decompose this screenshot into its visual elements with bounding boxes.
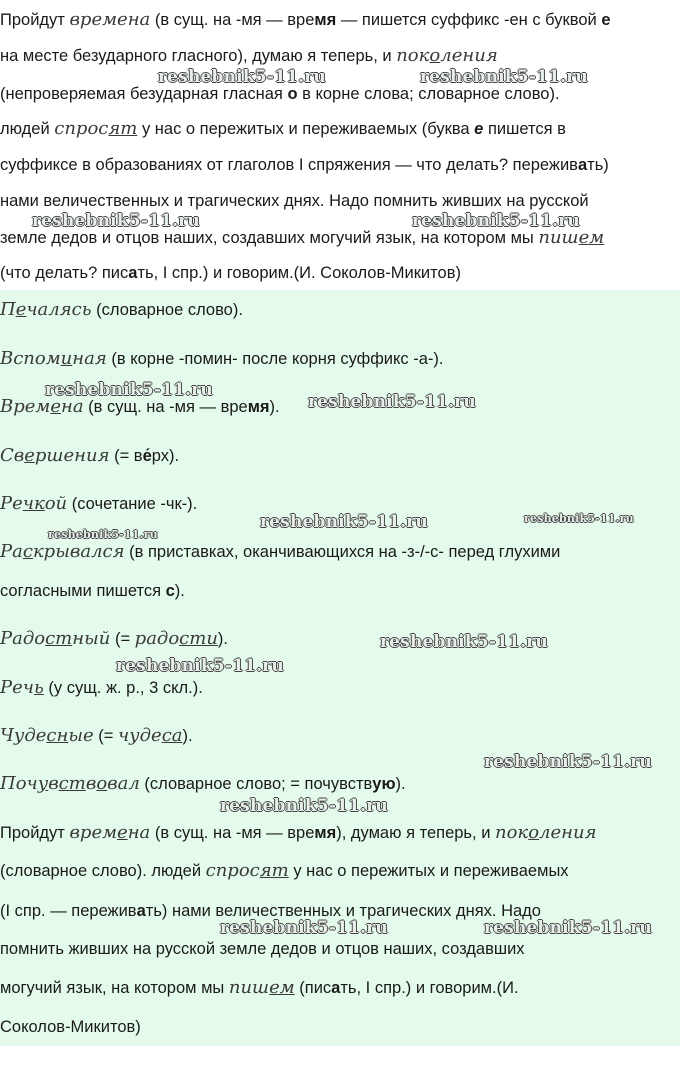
item-pochuvstvoval: Почувствовал (словарное слово; = почувствую). [0,773,406,794]
intro-line-5: суффиксе в образованиях от глаголов I спряжения — что делать? переживать) [0,156,609,174]
watermark: reshebnik5-11.ru [32,211,200,231]
intro-line-1: Пройдут времена (в сущ. на -мя — время — пишется суффикс -ен с буквой е [0,9,611,30]
watermark: reshebnik5-11.ru [380,632,548,652]
final-line-3: (I спр. — переживать) нами величественных и трагических днях. Надо [0,902,541,920]
watermark: reshebnik5-11.ru [48,528,158,541]
intro-line-7: земле дедов и отцов наших, создавших могучий язык, на котором мы пишем [0,227,605,248]
watermark: reshebnik5-11.ru [220,796,388,816]
item-raskryvalsya-cont: согласными пишется с). [0,582,185,600]
final-line-4: помнить живших на русской земле дедов и отцов наших, создавших [0,940,525,958]
intro-line-8: (что делать? писать, I спр.) и говорим.(И. Соколов-Микитов) [0,264,461,282]
watermark: reshebnik5-11.ru [220,918,388,938]
watermark: reshebnik5-11.ru [158,67,326,87]
item-rechkoy: Речкой (сочетание -чк-). [0,493,198,514]
watermark: reshebnik5-11.ru [420,67,588,87]
watermark: reshebnik5-11.ru [116,656,284,676]
intro-line-3: (непроверяемая безударная гласная о в корне слова; словарное слово). [0,85,560,103]
item-rech: Речь (у сущ. ж. р., 3 скл.). [0,677,203,698]
watermark: reshebnik5-11.ru [45,380,213,400]
watermark: reshebnik5-11.ru [260,512,428,532]
intro-line-2: на месте безударного гласного), думаю я теперь, и поколения [0,45,498,66]
final-line-6: Соколов-Микитов) [0,1018,141,1036]
watermark: reshebnik5-11.ru [308,392,476,412]
item-pechalyas: Печалясь (словарное слово). [0,299,243,320]
item-vremena: Времена (в сущ. на -мя — время). [0,396,280,417]
intro-line-4: людей спросят у нас о пережитых и переживаемых (буква е пишется в [0,118,566,139]
item-raskryvalsya: Раскрывался (в приставках, оканчивающихся на -з-/-с- перед глухими [0,541,561,562]
watermark: reshebnik5-11.ru [484,752,652,772]
final-line-1: Пройдут времена (в сущ. на -мя — время), думаю я теперь, и поколения [0,822,597,843]
item-vspominaya: Вспоминая (в корне -помин- после корня суффикс -а-). [0,348,444,369]
final-line-2: (словарное слово). людей спросят у нас о пережитых и переживаемых [0,860,569,881]
watermark: reshebnik5-11.ru [524,512,634,525]
intro-line-6: нами величественных и трагических днях. Надо помнить живших на русской [0,192,589,210]
item-radostny: Радостный (= радости). [0,628,229,649]
item-chudesnye: Чудесные (= чудеса). [0,725,193,746]
watermark: reshebnik5-11.ru [412,211,580,231]
final-line-5: могучий язык, на котором мы пишем (писать, I спр.) и говорим.(И. [0,977,519,998]
watermark: reshebnik5-11.ru [484,918,652,938]
item-sversheniya: Свершения (= ве́рх). [0,445,180,466]
